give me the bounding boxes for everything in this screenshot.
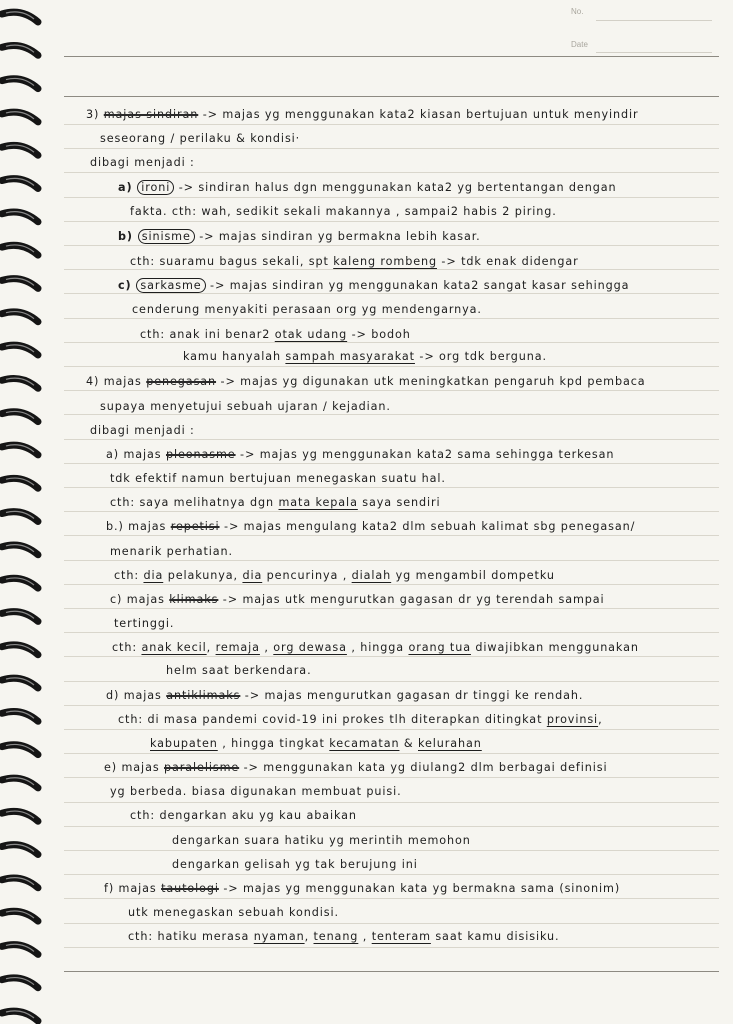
note-text: -> majas mengulang kata2 dlm sebuah kalimat sbg penegasan/ bbox=[219, 520, 636, 533]
note-text: f) majas bbox=[104, 882, 162, 895]
spiral-ring bbox=[2, 811, 38, 821]
ruled-line bbox=[64, 947, 719, 948]
note-text: e) majas bbox=[104, 761, 165, 774]
note-line bbox=[132, 303, 482, 316]
spiral-ring bbox=[2, 212, 38, 222]
note-line bbox=[110, 472, 446, 485]
underlined-phrase: provinsi bbox=[546, 713, 599, 726]
ruled-line bbox=[64, 414, 719, 415]
ruled-line bbox=[64, 729, 719, 730]
note-line bbox=[118, 279, 629, 292]
ruled-line bbox=[64, 705, 719, 706]
note-text: helm saat berkendara. bbox=[166, 664, 312, 677]
spiral-ring bbox=[2, 12, 38, 22]
underlined-phrase: kelurahan bbox=[418, 737, 482, 750]
note-text: pelakunya, bbox=[163, 569, 243, 582]
note-line bbox=[166, 664, 312, 677]
ruled-line bbox=[64, 898, 719, 899]
note-text: fakta. cth: wah, sedikit sekali makannya , sampai2 habis 2 piring. bbox=[130, 205, 557, 218]
spiral-ring bbox=[2, 712, 38, 722]
note-text: , hingga bbox=[346, 641, 409, 654]
note-text: -> majas mengurutkan gagasan dr tinggi ke rendah. bbox=[240, 689, 584, 702]
ruled-line bbox=[64, 172, 719, 173]
note-line bbox=[106, 448, 614, 461]
note-text: cth: hatiku merasa bbox=[128, 930, 254, 943]
underlined-phrase: otak udang bbox=[274, 328, 348, 341]
spiral-ring bbox=[2, 79, 38, 89]
spiral-ring bbox=[2, 112, 38, 122]
note-line bbox=[118, 230, 481, 243]
underlined-phrase: tenteram bbox=[371, 930, 431, 943]
note-text: -> majas sindiran yg menggunakan kata2 sangat kasar sehingga bbox=[205, 279, 630, 292]
ruled-line bbox=[64, 269, 719, 270]
note-text: -> majas yg digunakan utk meningkatkan pengaruh kpd pembaca bbox=[216, 375, 646, 388]
note-line bbox=[110, 496, 441, 509]
spiral-ring bbox=[2, 878, 38, 888]
highlighted-term: majas sindiran bbox=[103, 108, 199, 121]
note-text: utk menegaskan sebuah kondisi. bbox=[128, 906, 339, 919]
ruled-line bbox=[64, 463, 719, 464]
underlined-phrase: orang tua bbox=[408, 641, 471, 654]
note-text: d) majas bbox=[106, 689, 167, 702]
note-line bbox=[90, 156, 195, 169]
ruled-line bbox=[64, 56, 719, 57]
note-text: diwajibkan menggunakan bbox=[470, 641, 639, 654]
spiral-ring bbox=[2, 412, 38, 422]
boxed-term: sinisme bbox=[138, 229, 195, 244]
note-text: cenderung menyakiti perasaan org yg mendengarnya. bbox=[132, 303, 482, 316]
note-line bbox=[100, 132, 300, 145]
underlined-phrase: nyaman bbox=[253, 930, 305, 943]
spiral-binding bbox=[0, 0, 44, 1024]
ruled-line bbox=[64, 656, 719, 657]
underlined-phrase: tenang bbox=[313, 930, 359, 943]
spiral-ring bbox=[2, 545, 38, 555]
note-line bbox=[86, 108, 639, 121]
note-text: cth: dengarkan aku yg kau abaikan bbox=[130, 809, 357, 822]
underlined-phrase: dia bbox=[143, 569, 164, 582]
ruled-line bbox=[64, 439, 719, 440]
note-line bbox=[100, 400, 391, 413]
note-text: cth: bbox=[114, 569, 144, 582]
note-text: & bbox=[399, 737, 418, 750]
note-text: c) majas bbox=[110, 593, 170, 606]
note-text: dibagi menjadi : bbox=[90, 424, 195, 437]
note-line bbox=[140, 328, 411, 341]
note-text: , bbox=[259, 641, 274, 654]
note-text: dengarkan gelisah yg tak berujung ini bbox=[172, 858, 418, 871]
date-label: Date bbox=[571, 40, 588, 49]
highlighted-term: pleonasme bbox=[165, 448, 236, 461]
note-text: a) bbox=[118, 181, 138, 194]
ruled-line bbox=[64, 221, 719, 222]
note-text: , hingga tingkat bbox=[217, 737, 330, 750]
underlined-phrase: kabupaten bbox=[150, 737, 218, 750]
ruled-line bbox=[64, 681, 719, 682]
note-line bbox=[150, 737, 482, 750]
ruled-line bbox=[64, 293, 719, 294]
spiral-ring bbox=[2, 179, 38, 189]
note-text: cth: bbox=[112, 641, 142, 654]
spiral-ring bbox=[2, 145, 38, 155]
note-text: kamu hanyalah bbox=[183, 350, 286, 363]
spiral-ring bbox=[2, 612, 38, 622]
ruled-line bbox=[64, 777, 719, 778]
highlighted-term: paralelisme bbox=[164, 761, 240, 774]
boxed-term: ironi bbox=[137, 180, 174, 195]
boxed-term: sarkasme bbox=[136, 278, 205, 293]
underlined-phrase: dia bbox=[242, 569, 263, 582]
ruled-line bbox=[64, 318, 719, 319]
ruled-line bbox=[64, 850, 719, 851]
spiral-ring bbox=[2, 745, 38, 755]
note-line bbox=[110, 593, 605, 606]
ruled-line bbox=[64, 802, 719, 803]
spiral-ring bbox=[2, 379, 38, 389]
underlined-phrase: mata kepala bbox=[278, 496, 358, 509]
ruled-line bbox=[64, 245, 719, 246]
highlighted-term: klimaks bbox=[169, 593, 219, 606]
ruled-line bbox=[64, 608, 719, 609]
ruled-line bbox=[64, 487, 719, 488]
note-line bbox=[110, 785, 402, 798]
spiral-ring bbox=[2, 845, 38, 855]
underlined-phrase: dialah bbox=[351, 569, 392, 582]
note-text: -> menggunakan kata yg diulang2 dlm berbagai definisi bbox=[239, 761, 608, 774]
underlined-phrase: org dewasa bbox=[273, 641, 347, 654]
note-text: saya sendiri bbox=[357, 496, 441, 509]
highlighted-term: antiklimaks bbox=[166, 689, 241, 702]
note-text: tertinggi. bbox=[114, 617, 175, 630]
note-text: b.) majas bbox=[106, 520, 171, 533]
highlighted-term: repetisi bbox=[170, 520, 220, 533]
ruled-line bbox=[64, 826, 719, 827]
note-line bbox=[130, 255, 579, 268]
underlined-phrase: kecamatan bbox=[329, 737, 400, 750]
note-text: seseorang / perilaku & kondisi· bbox=[100, 132, 301, 145]
spiral-ring bbox=[2, 1011, 38, 1021]
note-text: supaya menyetujui sebuah ujaran / kejadian. bbox=[100, 400, 391, 413]
spiral-ring bbox=[2, 345, 38, 355]
spiral-ring bbox=[2, 279, 38, 289]
note-line bbox=[130, 809, 357, 822]
note-text: -> bodoh bbox=[347, 328, 411, 341]
note-line bbox=[104, 882, 620, 895]
ruled-line bbox=[64, 874, 719, 875]
highlighted-term: penegasan bbox=[146, 375, 217, 388]
note-text: menarik perhatian. bbox=[110, 545, 233, 558]
note-text: -> sindiran halus dgn menggunakan kata2 yg bertentangan dengan bbox=[174, 181, 617, 194]
note-line bbox=[172, 834, 471, 847]
highlighted-term: tautologi bbox=[161, 882, 219, 895]
spiral-ring bbox=[2, 46, 38, 56]
date-line bbox=[596, 52, 712, 53]
note-line bbox=[90, 424, 195, 437]
ruled-line bbox=[64, 366, 719, 367]
ruled-line bbox=[64, 535, 719, 536]
note-text: yg mengambil dompetku bbox=[391, 569, 555, 582]
underlined-phrase: kaleng rombeng bbox=[333, 255, 437, 268]
note-text: -> majas utk mengurutkan gagasan dr yg terendah sampai bbox=[218, 593, 605, 606]
underlined-phrase: remaja bbox=[215, 641, 260, 654]
note-line bbox=[128, 930, 559, 943]
ruled-line bbox=[64, 511, 719, 512]
note-line bbox=[114, 569, 555, 582]
note-text: -> majas sindiran yg bermakna lebih kasar. bbox=[194, 230, 481, 243]
note-text: , bbox=[206, 641, 216, 654]
note-text: pencurinya , bbox=[262, 569, 352, 582]
ruled-line bbox=[64, 971, 719, 972]
ruled-line bbox=[64, 584, 719, 585]
ruled-line bbox=[64, 197, 719, 198]
note-text: yg berbeda. biasa digunakan membuat puisi. bbox=[110, 785, 402, 798]
note-line bbox=[86, 375, 646, 388]
spiral-ring bbox=[2, 778, 38, 788]
note-text: -> majas yg menggunakan kata2 kiasan bertujuan untuk menyindir bbox=[198, 108, 639, 121]
note-line bbox=[114, 617, 174, 630]
note-line bbox=[183, 350, 547, 363]
spiral-ring bbox=[2, 512, 38, 522]
note-text: dibagi menjadi : bbox=[90, 156, 195, 169]
spiral-ring bbox=[2, 445, 38, 455]
note-line bbox=[112, 641, 639, 654]
spiral-ring bbox=[2, 578, 38, 588]
spiral-ring bbox=[2, 478, 38, 488]
spiral-ring bbox=[2, 312, 38, 322]
note-text: 3) bbox=[86, 108, 104, 121]
spiral-ring bbox=[2, 645, 38, 655]
note-text: saat kamu disisiku. bbox=[430, 930, 560, 943]
no-line bbox=[596, 20, 712, 21]
note-text: dengarkan suara hatiku yg merintih memohon bbox=[172, 834, 471, 847]
note-line bbox=[104, 761, 608, 774]
note-line bbox=[106, 689, 583, 702]
ruled-line bbox=[64, 390, 719, 391]
note-text: a) majas bbox=[106, 448, 166, 461]
note-line bbox=[118, 713, 603, 726]
note-line bbox=[128, 906, 339, 919]
note-text: -> majas yg menggunakan kata yg bermakna sama (sinonim) bbox=[218, 882, 621, 895]
note-text: , bbox=[358, 930, 372, 943]
ruled-line bbox=[64, 342, 719, 343]
note-line bbox=[118, 181, 616, 194]
note-text: -> tdk enak didengar bbox=[436, 255, 579, 268]
ruled-line bbox=[64, 560, 719, 561]
note-text: , bbox=[304, 930, 314, 943]
underlined-phrase: sampah masyarakat bbox=[285, 350, 415, 363]
note-text: cth: di masa pandemi covid-19 ini prokes tlh diterapkan ditingkat bbox=[118, 713, 547, 726]
underlined-phrase: anak kecil bbox=[141, 641, 207, 654]
note-text: cth: anak ini benar2 bbox=[140, 328, 275, 341]
note-text: c) bbox=[118, 279, 137, 292]
ruled-line bbox=[64, 96, 719, 97]
note-line bbox=[172, 858, 418, 871]
note-line bbox=[106, 520, 635, 533]
note-text: 4) majas bbox=[86, 375, 147, 388]
note-text: b) bbox=[118, 230, 138, 243]
spiral-ring bbox=[2, 978, 38, 988]
note-line bbox=[130, 205, 557, 218]
spiral-ring bbox=[2, 678, 38, 688]
spiral-ring bbox=[2, 911, 38, 921]
ruled-line bbox=[64, 923, 719, 924]
note-text: cth: suaramu bagus sekali, spt bbox=[130, 255, 334, 268]
note-text: , bbox=[598, 713, 603, 726]
ruled-line bbox=[64, 753, 719, 754]
ruled-line bbox=[64, 124, 719, 125]
note-text: -> majas yg menggunakan kata2 sama sehingga terkesan bbox=[235, 448, 615, 461]
note-text: cth: saya melihatnya dgn bbox=[110, 496, 279, 509]
note-line bbox=[110, 545, 233, 558]
note-text: tdk efektif namun bertujuan menegaskan suatu hal. bbox=[110, 472, 446, 485]
no-label: No. bbox=[571, 7, 584, 16]
ruled-line bbox=[64, 632, 719, 633]
note-text: -> org tdk berguna. bbox=[414, 350, 547, 363]
spiral-ring bbox=[2, 945, 38, 955]
spiral-ring bbox=[2, 245, 38, 255]
ruled-line bbox=[64, 148, 719, 149]
